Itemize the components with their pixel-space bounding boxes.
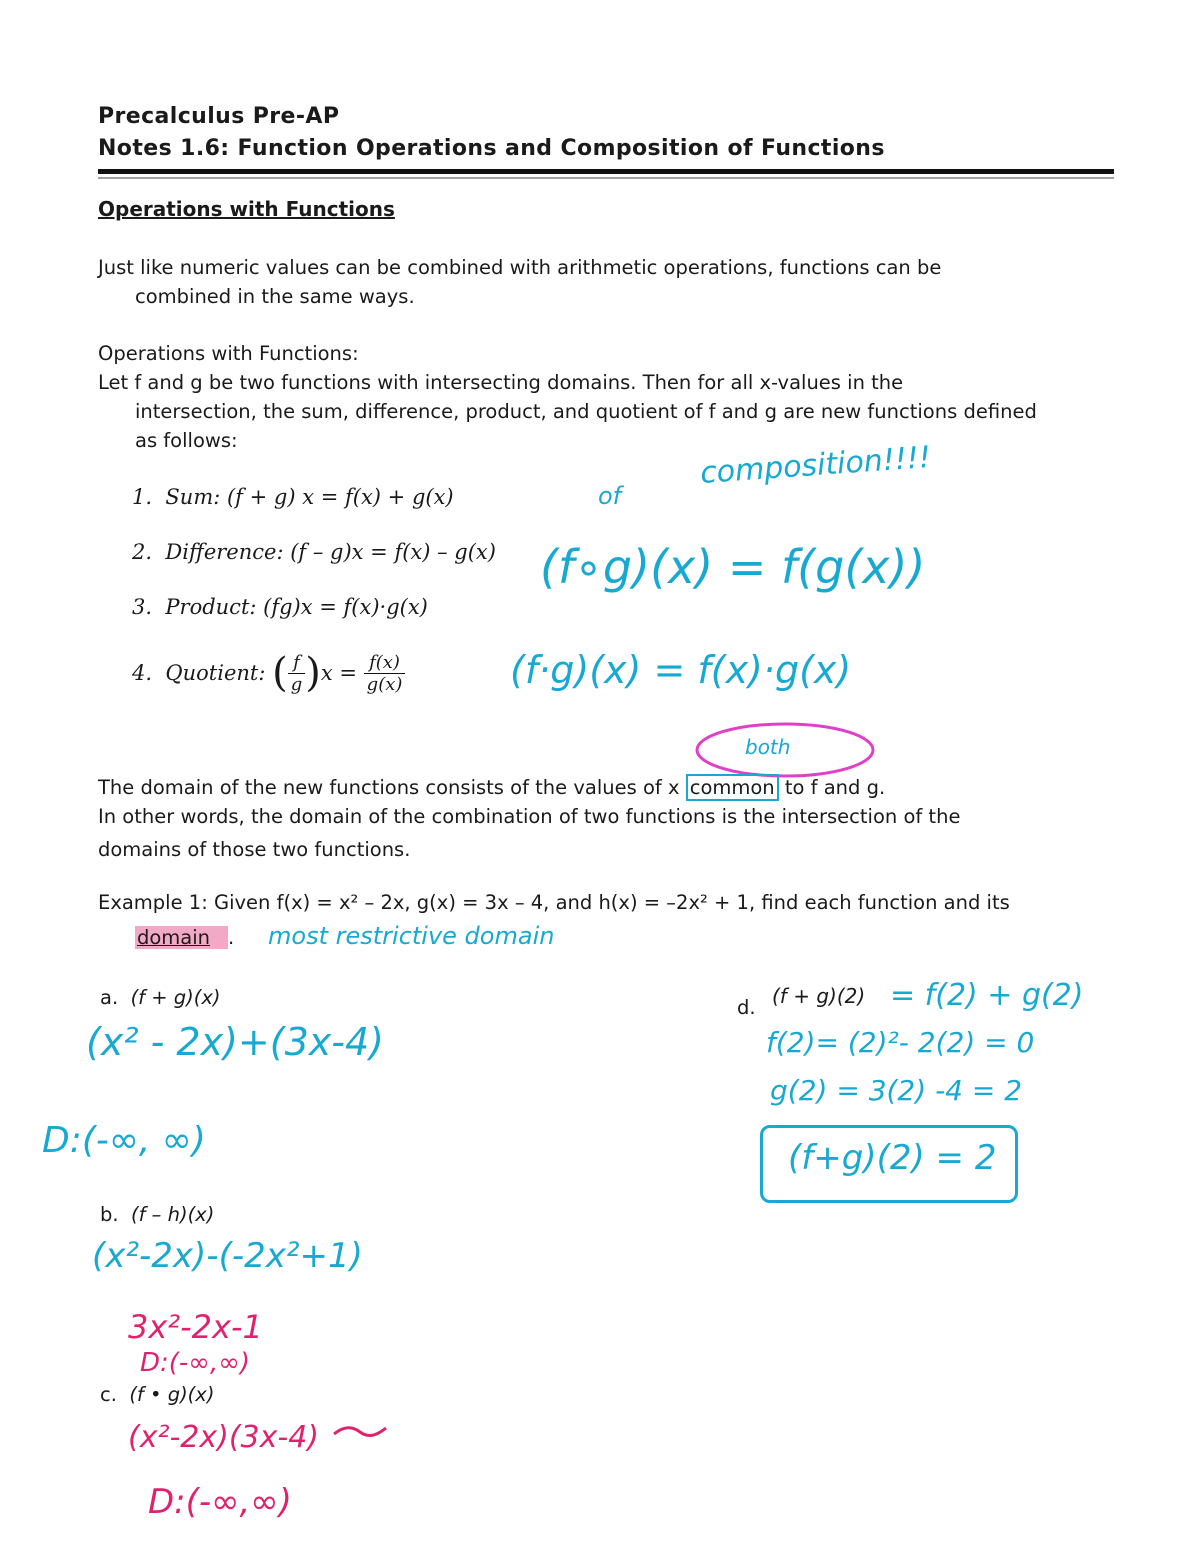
frac-den: g	[290, 673, 303, 695]
hw-b-simplified: 3x²-2x-1	[128, 1308, 263, 1346]
part-a-expr: (f + g)(x)	[130, 986, 221, 1009]
notes-title: Notes 1.6: Function Operations and Composition of Functions	[98, 136, 885, 161]
ops-line-3: as follows:	[135, 429, 238, 452]
example-domain-line	[135, 926, 234, 949]
op-number: 3.	[132, 595, 153, 619]
op-quotient: 4. Quotient: ( $\frac{f}{g}$ )x = $\frac{f(x)}{g(x)}$	[132, 650, 405, 720]
domain-text-b: to f and g.	[778, 776, 886, 799]
ops-line-2: intersection, the sum, difference, product, and quotient of f and g are new functions defined	[135, 400, 1037, 423]
header-rule	[98, 169, 1114, 174]
domain-text-a: The domain of the new functions consists of the values of x	[98, 776, 686, 799]
rhs-num: f(x)	[364, 652, 406, 674]
hw-product-formula: (f·g)(x) = f(x)·g(x)	[510, 648, 852, 692]
header-rule-shadow	[98, 177, 1114, 179]
squiggle-mark	[330, 1422, 390, 1446]
part-b-label: b.	[100, 1203, 119, 1226]
part-b-expr: (f – h)(x)	[130, 1203, 215, 1226]
part-c	[100, 1383, 214, 1406]
domain-line-1	[98, 776, 885, 799]
boxed-common: common	[686, 774, 779, 801]
part-a-label: a.	[100, 986, 119, 1009]
op-text: Difference: (f – g)x = f(x) – g(x)	[165, 540, 496, 564]
hw-composition-formula: (f∘g)(x) = f(g(x))	[540, 540, 926, 594]
op-text: Product: (fg)x = f(x)·g(x)	[165, 595, 428, 619]
intro-line-2: combined in the same ways.	[135, 285, 415, 308]
hw-d-work-1: = f(2) + g(2)	[890, 978, 1084, 1013]
hw-d-answer: (f+g)(2) = 2	[788, 1138, 997, 1178]
op-label: Quotient:	[165, 661, 266, 685]
domain-line-3: domains of those two functions.	[98, 838, 411, 861]
op-mid: x =	[320, 661, 357, 685]
hw-most-restrictive: most restrictive domain	[268, 922, 555, 950]
part-a	[100, 986, 221, 1009]
part-c-expr: (f • g)(x)	[129, 1383, 215, 1406]
op-text: Sum: (f + g) x = f(x) + g(x)	[165, 485, 454, 509]
section-heading: Operations with Functions	[98, 197, 395, 221]
ops-heading: Operations with Functions:	[98, 342, 359, 365]
part-b	[100, 1203, 214, 1226]
op-sum	[132, 485, 454, 509]
intro-line-1: Just like numeric values can be combined with arithmetic operations, functions can be	[98, 256, 942, 279]
hw-b-work: (x²-2x)-(-2x²+1)	[92, 1236, 363, 1276]
part-d-expr: (f + g)(2)	[772, 984, 866, 1008]
op-number: 1.	[132, 485, 153, 509]
hw-both: both	[745, 735, 791, 759]
op-number: 2.	[132, 540, 153, 564]
hw-b-domain: D:(-∞,∞)	[140, 1348, 251, 1378]
hw-c-domain: D:(-∞,∞)	[148, 1482, 292, 1522]
part-c-label: c.	[100, 1383, 117, 1406]
op-number: 4.	[132, 661, 153, 685]
domain-line-2: In other words, the domain of the combination of two functions is the intersection of the	[98, 805, 961, 828]
op-product	[132, 595, 428, 619]
hw-a-domain: D:(-∞, ∞)	[42, 1120, 206, 1161]
hw-c-work: (x²-2x)(3x-4)	[128, 1420, 320, 1455]
period: .	[228, 926, 235, 949]
rhs-den: g(x)	[366, 673, 403, 695]
hw-of: of	[598, 482, 622, 510]
course-title: Precalculus Pre-AP	[98, 104, 340, 129]
hw-d-work-2: f(2)= (2)²- 2(2) = 0	[766, 1026, 1035, 1059]
hw-composition: composition!!!!	[699, 439, 932, 492]
hw-d-work-3: g(2) = 3(2) -4 = 2	[770, 1074, 1023, 1107]
part-d-label: d.	[737, 996, 756, 1019]
hw-a-work: (x² - 2x)+(3x-4)	[86, 1020, 384, 1064]
op-difference	[132, 540, 496, 564]
domain-word: domain	[135, 926, 228, 949]
frac-num: f	[288, 652, 306, 674]
ops-line-1: Let f and g be two functions with intersecting domains. Then for all x-values in the	[98, 371, 904, 394]
example-line-1: Example 1: Given f(x) = x² – 2x, g(x) = 3x – 4, and h(x) = –2x² + 1, find each function and its	[98, 891, 1010, 914]
